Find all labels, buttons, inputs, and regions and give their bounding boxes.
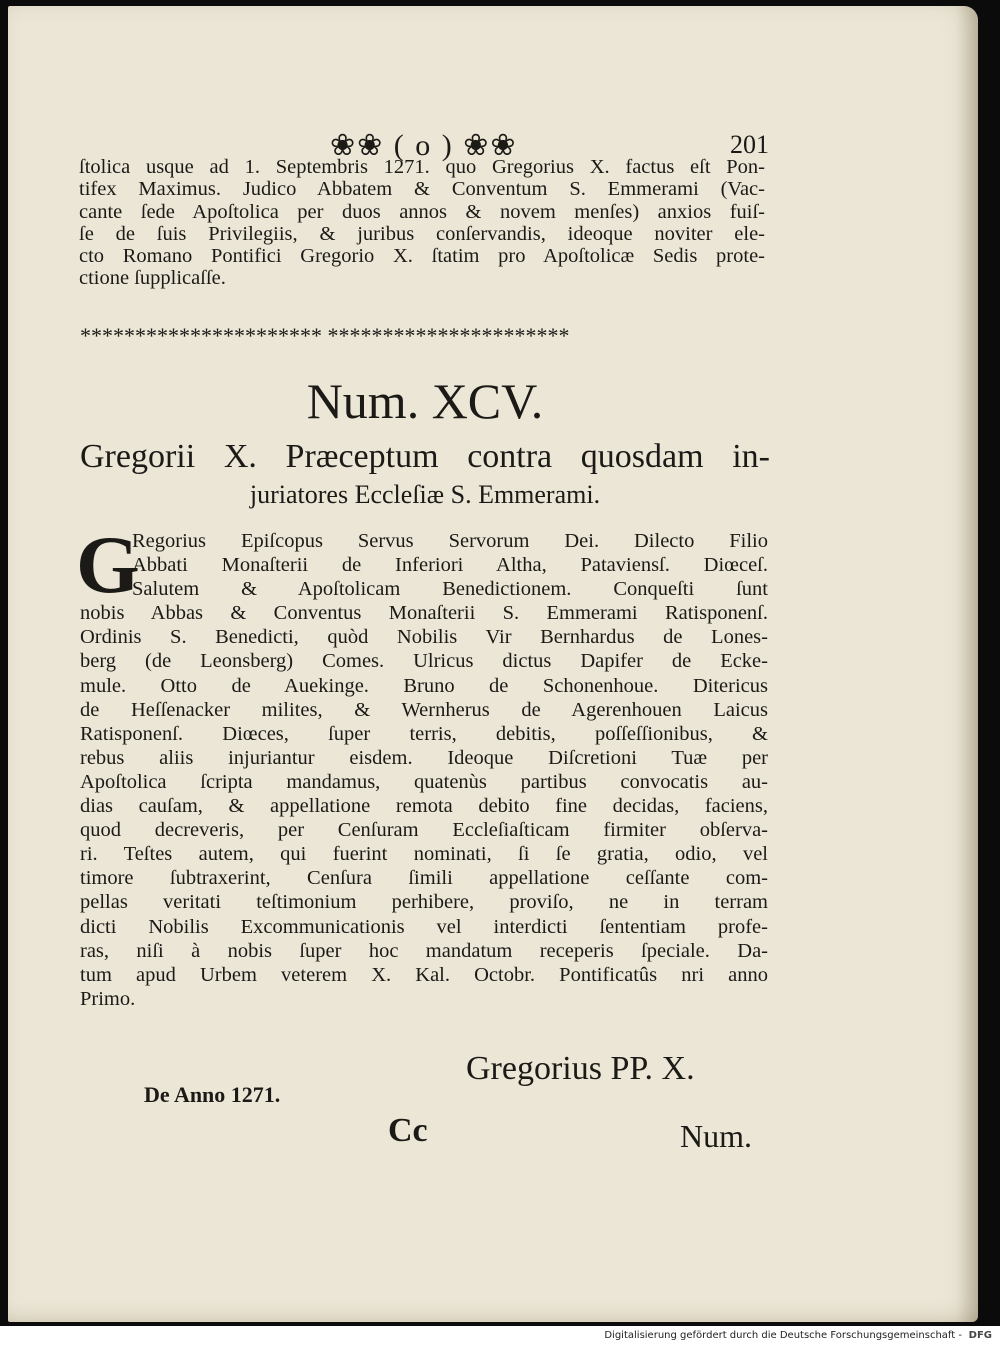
catchword: Num. xyxy=(680,1118,752,1154)
body-line: Apoſtolica ſcripta mandamus, quatenùs partibus convocatis au- xyxy=(80,770,768,793)
body-line: Salutem & Apoſtolicam Benedictionem. Conqueſti ſunt xyxy=(132,578,768,601)
body-line: Regorius Epiſcopus Servus Servorum Dei. Dilecto Filio xyxy=(132,530,768,552)
body-line: dias cauſam, & appellatione remota debito fine decidas, faciens, xyxy=(80,795,768,818)
page-number: 201 xyxy=(730,130,769,159)
intro-line: cto Romano Pontifici Gregorio X. ſtatim pro Apoſtolicæ Sedis prote- xyxy=(79,245,765,268)
subtitle-line: juriatores Eccleſiæ S. Emmerami. xyxy=(249,480,601,509)
body-line: Abbati Monaſterii de Inferiori Altha, Pataviensſ. Diœceſ. xyxy=(132,554,768,577)
intro-line: ſtolica usque ad 1. Septembris 1271. quo Gregorius X. factus eſt Pon- xyxy=(79,156,765,178)
header-ornament: ❀❀ ( o ) ❀❀ xyxy=(330,129,518,162)
dfg-logo: DFG xyxy=(968,1330,992,1341)
body-line: berg (de Leonsberg) Comes. Ulricus dictus Dapifer de Ecke- xyxy=(80,650,768,673)
document-subtitle xyxy=(80,438,770,514)
body-line: Primo. xyxy=(80,987,136,1010)
body-line: de Heſſenacker milites, & Wernherus de Agerenhouen Laicus xyxy=(80,698,768,721)
intro-paragraph xyxy=(79,156,765,290)
body-line: ras, niſi à nobis ſuper hoc mandatum receperis ſpeciale. Da- xyxy=(80,939,768,962)
intro-line: cante ſede Apoſtolica per duos annos & novem menſes) anxios fuiſ- xyxy=(79,200,765,223)
body-line: ri. Teſtes autem, qui fuerint nominati, ſi ſe gratia, odio, vel xyxy=(80,843,768,866)
body-paragraph xyxy=(80,529,768,1011)
intro-line: tifex Maximus. Judico Abbatem & Conventum S. Emmerami (Vac- xyxy=(79,178,765,201)
body-line: dicti Nobilis Excommunicationis vel interdicti ſententiam profe- xyxy=(80,915,768,938)
body-line: Ordinis S. Benedicti, quòd Nobilis Vir Bernhardus de Lones- xyxy=(80,626,768,649)
year-note: De Anno 1271. xyxy=(144,1082,281,1107)
intro-line: ſe de ſuis Privilegiis, & juribus conſervandis, ideoque noviter ele- xyxy=(79,222,765,245)
body-line: mule. Otto de Auekinge. Bruno de Schonenhoue. Ditericus xyxy=(80,674,768,697)
body-line: timore ſubtraxerint, Cenſura ſimili appellatione ceſſante com- xyxy=(80,867,768,890)
footer-bar xyxy=(0,1326,1000,1347)
body-line: quod decreveris, per Cenſuram Eccleſiaſticam firmiter obſerva- xyxy=(80,819,768,842)
body-line: Ratisponenſ. Diœces, ſuper terris, debitis, poſſeſſionibus, & xyxy=(80,722,768,745)
funding-notice: Digitalisierung gefördert durch die Deutsche Forschungsgemeinschaft - xyxy=(604,1330,962,1341)
body-line: rebus aliis injuriantur eisdem. Ideoque Diſcretioni Tuæ per xyxy=(80,746,768,769)
signature-mark: Cc xyxy=(388,1112,428,1149)
document-heading: Num. XCV. xyxy=(306,373,544,429)
drop-cap: G xyxy=(76,519,140,610)
body-line: nobis Abbas & Conventus Monaſterii S. Emmerami Ratisponenſ. xyxy=(80,602,768,625)
body-line: tum apud Urbem veterem X. Kal. Octobr. Pontificatûs nri anno xyxy=(80,963,768,986)
subtitle-line: Gregorii X. Præceptum contra quosdam in- xyxy=(80,438,770,475)
asterisk-separator: ********************** ********************** xyxy=(80,323,570,348)
signature: Gregorius PP. X. xyxy=(466,1050,695,1087)
body-line: pellas veritati teſtimonium perhibere, proviſo, ne in terram xyxy=(80,891,768,914)
intro-line: ctione ſupplicaſſe. xyxy=(79,267,226,290)
